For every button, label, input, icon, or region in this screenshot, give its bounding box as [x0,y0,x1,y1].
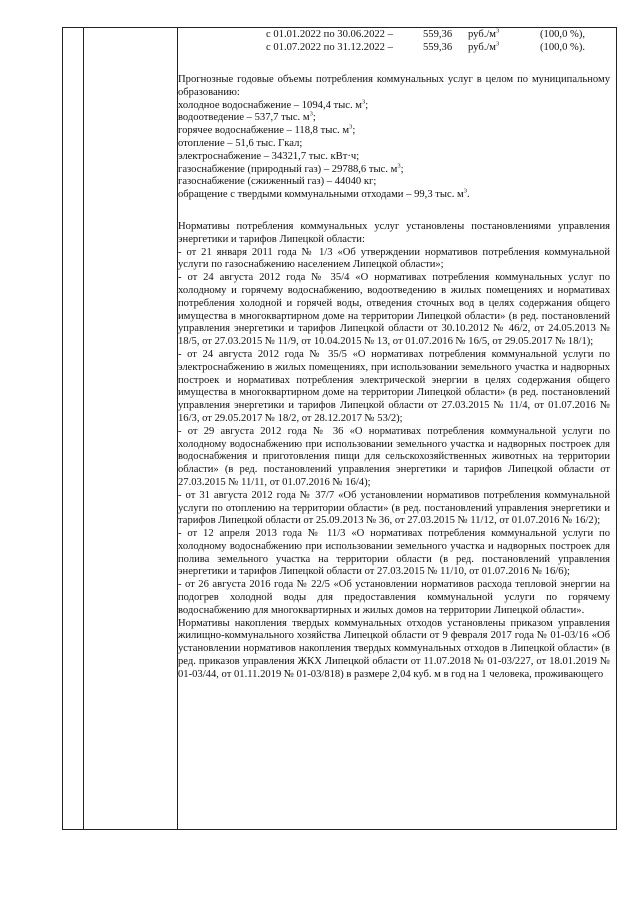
volume-item: горячее водоснабжение – 118,8 тыс. $м^3$; [178,123,356,137]
volume-item: отопление – 51,6 тыс. Гкал; [178,137,303,149]
tariff-percent: (100,0 %). [540,42,586,53]
volume-item: газоснабжение (природный газ) – 29788,6 тыс. $м^3$; [178,162,404,175]
tariff-period: с 01.07.2022 по 31.12.2022 – [266,42,393,53]
norm-item: - от 26 августа 2016 года № 22/5 «Об установлении нормативов расхода тепловой энергии на подогрев холодной воды для предоставления коммунальной услуги по горячему водоснабжению для многоквартирных и жилых домов на территории Липецкой области». [178,579,610,616]
norm-item: - от 29 августа 2012 года № 36 «О нормативах потребления коммунальной услуги по холодному водоснабжению при использовании земельного участка и надворных построек для водоснабжения и приготовления пищи для сельскохозяйственных животных на территории области» (в ред. постановлений управления энергетики и тарифов Липецкой области от 27.03.2015 № 11/11, от 01.07.2016 № 16/4); [178,425,610,488]
column-divider-1 [83,28,84,829]
waste-norms-paragraph: Нормативы накопления твердых коммунальных отходов установлены приказом управления жилищно-коммунального хозяйства Липецкой области от 9 февраля 2017 года № 01-03/16 «Об установлении нормативов накопления твердых коммунальных отходов в Липецкой области» (в ред. приказов управления ЖКХ Липецкой области от 11.07.2018 № 01-03/227, от 18.01.2019 № 01-03/44, от 01.11.2019 № 01-03/818) в размере 2,04 куб. м в год на 1 человека, проживающего [178,617,610,680]
norm-item: - от 31 августа 2012 года № 37/7 «Об установлении нормативов потребления коммунальной услуги по отоплению на территории области» (в ред. постановлений управления энергетики и тарифов Липецкой области от 25.09.2013 № 36, от 27.03.2015 № 11/12, от 01.07.2016 № 16/2); [178,489,610,527]
tariff-row-1 [178,29,610,42]
tariff-period: с 01.01.2022 по 30.06.2022 – [266,29,393,40]
norms-intro: Нормативы потребления коммунальных услуг установлены постановлениями управления энергетики и тарифов Липецкой области: [178,220,610,245]
volume-item: газоснабжение (сжиженный газ) – 44040 кг; [178,176,377,188]
tariff-unit: $руб./м^3$ [468,40,500,53]
volumes-intro: Прогнозные годовые объемы потребления коммунальных услуг в целом по муниципальному образованию: [178,74,610,98]
document-table [62,27,617,830]
norm-item: - от 21 января 2011 года № 1/3 «Об утверждении нормативов потребления коммунальной услуги по газоснабжению населением Липецкой области»; [178,246,610,271]
norm-item: - от 12 апреля 2013 года № 11/3 «О нормативах потребления коммунальной услуги по холодному водоснабжению при использовании земельного участка и надворных построек для полива земельного участка на территории области (в ред. постановлений управления энергетики и тарифов Липецкой области от 27.03.2015 № 11/10, от 01.07.2016 № 16/6); [178,528,610,578]
volume-item: электроснабжение – 34321,7 тыс. кВт·ч; [178,150,360,162]
tariff-price: 559,36 [423,42,453,53]
volume-item: холодное водоснабжение – 1094,4 тыс. $м^3$; [178,98,369,111]
tariff-percent: (100,0 %), [540,29,586,40]
volume-item: обращение с твердыми коммунальными отходами – 99,3 тыс. $м^3$. [178,187,470,201]
norm-item: - от 24 августа 2012 года № 35/4 «О нормативах потребления коммунальных услуг по холодному и горячему водоснабжению, водоотведению в жилых помещениях и нормативах потребления холодной и горячей воды, отведения сточных вод в целях содержания общего имущества в многоквартирном доме на территории Липецкой области» (в ред. постановлений управления энергетики и тарифов Липецкой области от 30.10.2012 № 46/2, от 24.05.2013 № 18/5, от 27.03.2015 № 11/9, от 10.04.2015 № 13, от 01.07.2016 № 16/5, от 29.05.2017 № 18/1); [178,272,610,348]
tariff-row-2 [178,42,610,55]
norm-item: - от 24 августа 2012 года № 35/5 «О нормативах потребления коммунальной услуги по электроснабжению в жилых помещениях, при использовании земельного участка и надворных построек и нормативах потребления электрической энергии в целях содержания общего имущества в многоквартирном доме на территории Липецкой области» (в ред. постановлений управления энергетики и тарифов Липецкой области от 27.03.2015 № 11/4, от 01.07.2016 № 16/3, от 29.05.2017 № 18/2, от 28.12.2017 № 53/2); [178,348,610,424]
tariff-unit: $руб./м^3$ [468,27,500,40]
volumes-list [178,100,610,202]
table-cell-content [178,29,610,682]
tariff-price: 559,36 [423,29,453,40]
volume-item: водоотведение – 537,7 тыс. $м^3$; [178,110,316,124]
